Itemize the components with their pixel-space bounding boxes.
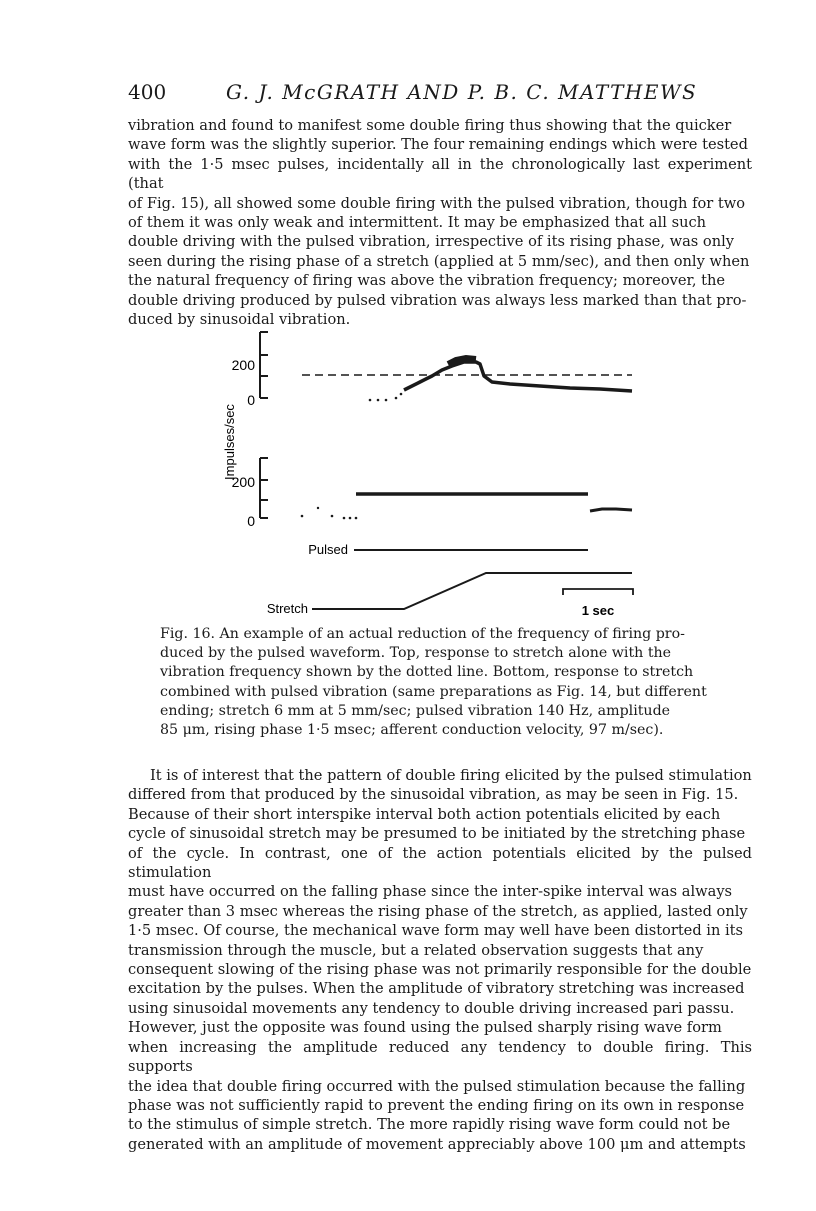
y-axis-label: Impulses/sec <box>222 404 237 480</box>
text-line: Because of their short interspike interval both action potentials elicited by each <box>128 805 721 823</box>
bottom-early-dots <box>301 507 358 520</box>
text-line: excitation by the pulses. When the amplitude of vibratory stretching was increased <box>128 980 745 998</box>
text-line: greater than 3 msec whereas the rising phase of the stretch, as applied, lasted only <box>128 902 748 920</box>
paragraph-2 <box>128 766 752 1154</box>
caption-line: 85 μm, rising phase 1·5 msec; afferent conduction velocity, 97 m/sec). <box>160 722 664 739</box>
pulsed-label: Pulsed <box>308 542 348 557</box>
text-line: differed from that produced by the sinusoidal vibration, as may be seen in Fig. 15. <box>128 786 739 804</box>
caption-line: ending; stretch 6 mm at 5 mm/sec; pulsed vibration 140 Hz, amplitude <box>160 702 671 719</box>
text-line: cycle of sinusoidal stretch may be presumed to be initiated by the stretching phase <box>128 825 746 843</box>
caption-line: duced by the pulsed waveform. Top, response to stretch alone with the <box>160 645 672 662</box>
page-number: 400 <box>128 80 167 104</box>
text-line: generated with an amplitude of movement appreciably above 100 μm and attempts <box>128 1135 746 1153</box>
caption-line: Fig. 16. An example of an actual reduction of the frequency of firing pro- <box>160 626 685 642</box>
figure-caption <box>160 625 716 740</box>
caption-line: combined with pulsed vibration (same preparations as Fig. 14, but different <box>160 683 707 700</box>
top-tick-0: 0 <box>247 392 255 408</box>
figure-16-plot <box>220 330 660 620</box>
text-line: when increasing the amplitude reduced any tendency to double firing. This supports <box>128 1038 752 1076</box>
bottom-tick-0: 0 <box>247 513 255 529</box>
top-early-dots <box>369 393 403 402</box>
text-line: phase was not sufficiently rapid to prevent the ending firing on its own in response <box>128 1096 745 1114</box>
stretch-label: Stretch <box>266 601 308 616</box>
figure-16 <box>220 330 660 620</box>
top-tick-200: 200 <box>231 357 255 373</box>
text-line: 1·5 msec. Of course, the mechanical wave form may well have been distorted in its <box>128 922 744 940</box>
text-line: wave form was the slightly superior. The four remaining endings which were tested <box>128 136 748 154</box>
text-line: It is of interest that the pattern of double firing elicited by the pulsed stimulation <box>150 767 752 784</box>
text-line: transmission through the muscle, but a related observation suggests that any <box>128 941 704 959</box>
text-line: using sinusoidal movements any tendency to double driving increased pari passu. <box>128 999 735 1017</box>
text-line: double driving produced by pulsed vibration was always less marked than that pro- <box>128 291 747 309</box>
running-head-authors: G. J. McGRATH AND P. B. C. MATTHEWS <box>226 80 698 104</box>
text-line: duced by sinusoidal vibration. <box>128 311 351 329</box>
bottom-axis <box>260 458 268 518</box>
text-line: double driving with the pulsed vibration, irrespective of its rising phase, was only <box>128 233 735 251</box>
paragraph-1 <box>128 116 752 329</box>
text-line: of them it was only weak and intermittent. It may be emphasized that all such <box>128 214 707 232</box>
text-line: to the stimulus of simple stretch. The more rapidly rising wave form could not be <box>128 1116 731 1134</box>
text-line: consequent slowing of the rising phase was not primarily responsible for the double <box>128 961 752 979</box>
top-response-trace <box>404 362 632 391</box>
text-line: the natural frequency of firing was above the vibration frequency; moreover, the <box>128 272 726 290</box>
time-scale-label: 1 sec <box>581 603 615 618</box>
text-line: must have occurred on the falling phase since the inter-spike interval was always <box>128 883 733 901</box>
text-line: of Fig. 15), all showed some double firing with the pulsed vibration, though for two <box>128 194 746 212</box>
time-scale-bar <box>563 589 633 595</box>
text-line: with the 1·5 msec pulses, incidentally all in the chronologically last experiment (that <box>128 155 752 193</box>
text-line: seen during the rising phase of a stretch (applied at 5 mm/sec), and then only when <box>128 252 750 270</box>
text-line: of the cycle. In contrast, one of the action potentials elicited by the pulsed stimulation <box>128 844 752 882</box>
text-line: vibration and found to manifest some double firing thus showing that the quicker <box>128 117 732 134</box>
top-axis <box>260 332 268 398</box>
page-header <box>128 80 698 110</box>
text-line: However, just the opposite was found using the pulsed sharply rising wave form <box>128 1019 722 1037</box>
text-line: the idea that double firing occurred with the pulsed stimulation because the falling <box>128 1077 746 1095</box>
bottom-tick-200: 200 <box>231 474 255 490</box>
bottom-response-after-trace <box>590 509 632 511</box>
caption-line: vibration frequency shown by the dotted line. Bottom, response to stretch <box>160 664 694 681</box>
